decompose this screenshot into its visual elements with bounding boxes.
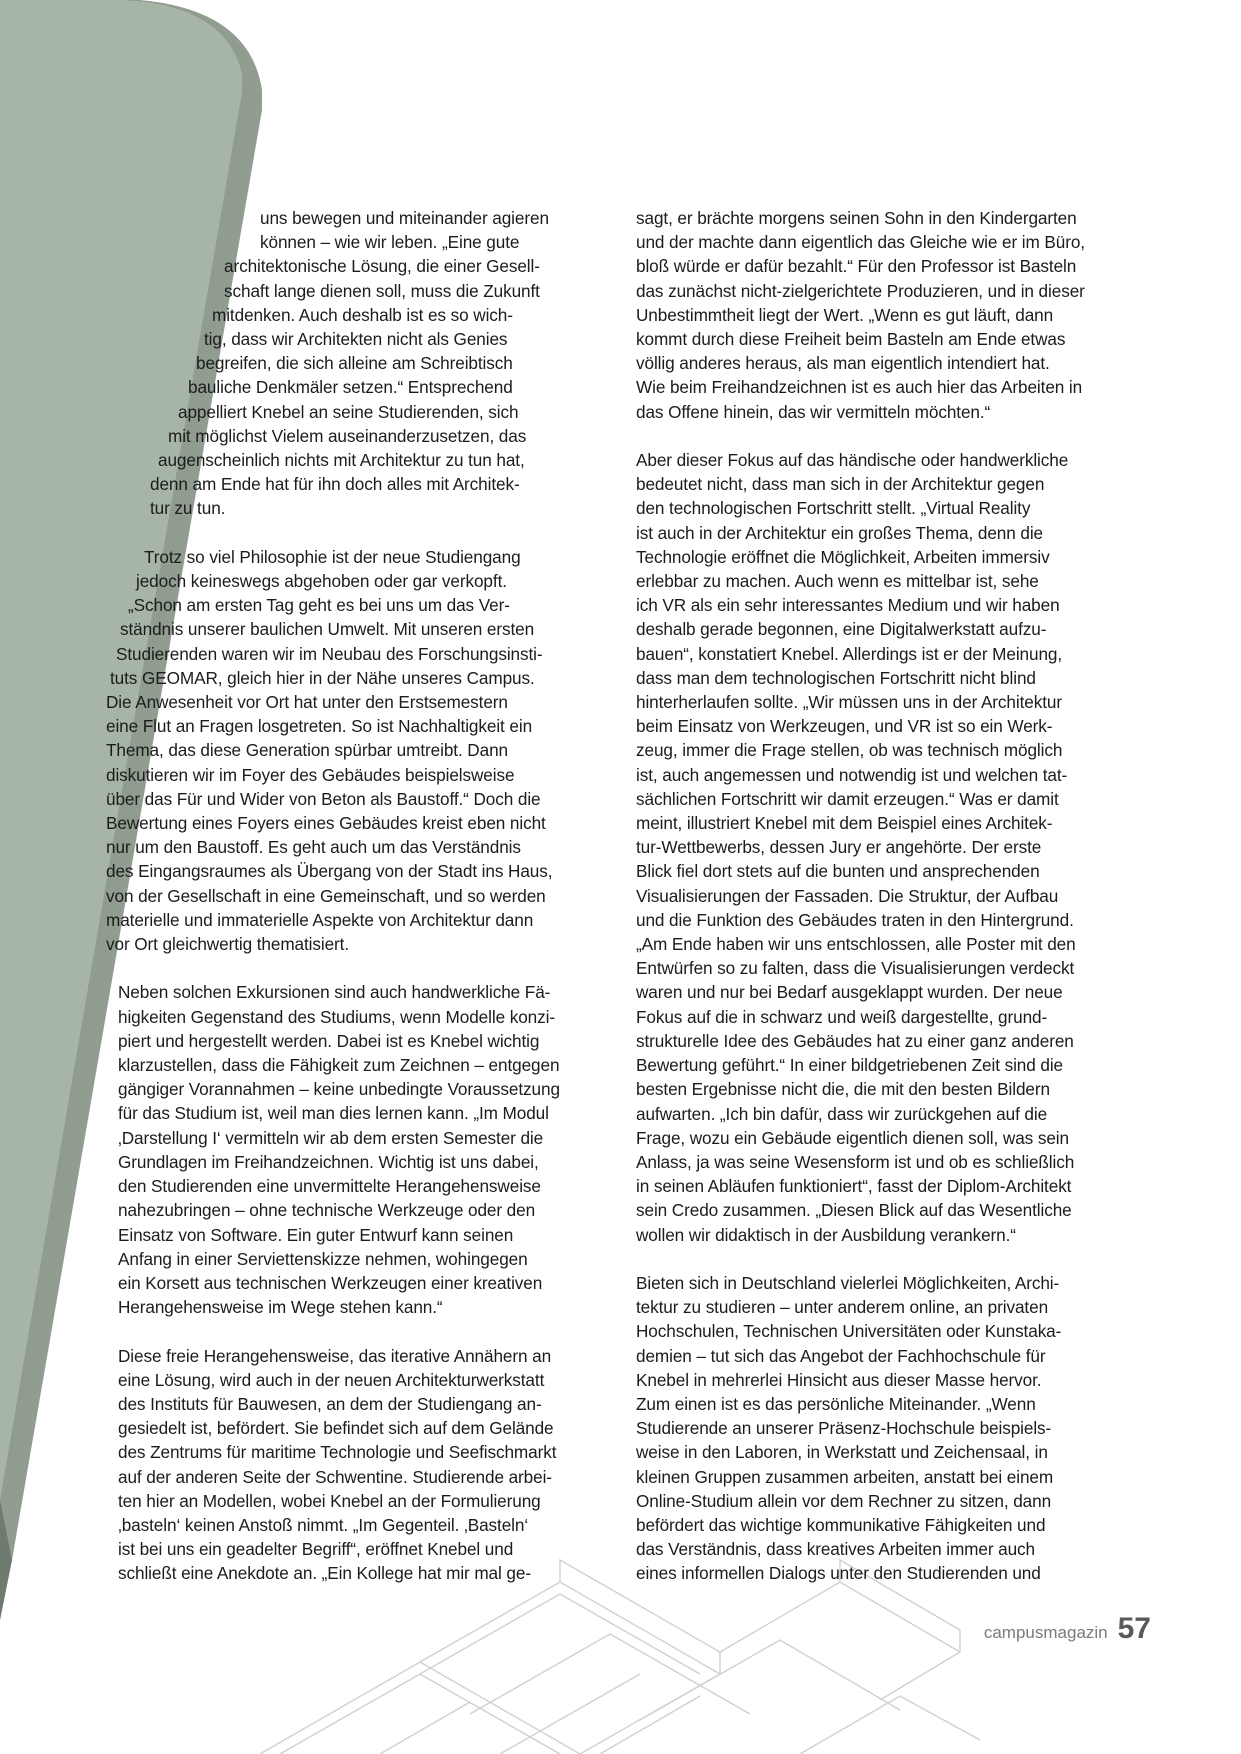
text-line: bauliche Denkmäler setzen.“ Entsprechend <box>188 377 513 398</box>
text-line: Anfang in einer Serviettenskizze nehmen, wohingegen <box>118 1248 528 1269</box>
text-line: und die Funktion des Gebäudes traten in den Hintergrund. <box>636 909 1074 930</box>
text-line: uns bewegen und miteinander agieren <box>260 208 549 228</box>
text-line: können – wie wir leben. „Eine gute <box>260 232 520 253</box>
text-line: nur um den Baustoff. Es geht auch um das Verständnis <box>106 837 521 858</box>
text-line: tig, dass wir Architekten nicht als Genies <box>204 329 508 350</box>
text-line: den Studierenden eine unvermittelte Herangehensweise <box>118 1176 541 1197</box>
text-line: des Instituts für Bauwesen, an dem der Studiengang an- <box>118 1393 542 1414</box>
page-footer <box>984 1612 1151 1646</box>
text-line: meint, illustriert Knebel mit dem Beispiel eines Architek- <box>636 813 1053 834</box>
paragraph <box>120 1344 606 1586</box>
text-line: Aber dieser Fokus auf das händische oder handwerkliche <box>636 450 1069 471</box>
text-line: das Offene hinein, das wir vermitteln möchten.“ <box>636 401 991 422</box>
text-line: mitdenken. Auch deshalb ist es so wich- <box>212 304 513 325</box>
text-line: tuts GEOMAR, gleich hier in der Nähe unseres Campus. <box>110 667 535 688</box>
text-line: sein Credo zusammen. „Diesen Blick auf das Wesentliche <box>636 1200 1072 1221</box>
paragraph <box>636 448 1126 1247</box>
text-line: Studierenden waren wir im Neubau des Forschungsinsti- <box>116 643 543 664</box>
text-line: in seinen Abläufen funktioniert“, fasst der Diplom-Architekt <box>636 1176 1072 1197</box>
text-line: Thema, das diese Generation spürbar umtreibt. Dann <box>106 740 508 761</box>
text-line: eines informellen Dialogs unter den Studierenden und <box>636 1563 1041 1584</box>
text-line: Visualisierungen der Fassaden. Die Struktur, der Aufbau <box>636 885 1059 906</box>
text-line: piert und hergestellt werden. Dabei ist es Knebel wichtig <box>118 1030 540 1051</box>
text-line: kleinen Gruppen zusammen arbeiten, anstatt bei einem <box>636 1466 1054 1487</box>
text-line: auf der anderen Seite der Schwentine. Studierende arbei- <box>118 1466 552 1487</box>
page-number: 57 <box>1117 1612 1151 1645</box>
paragraph <box>636 206 1126 424</box>
text-line: architektonische Lösung, die einer Gesell- <box>224 256 540 277</box>
text-line: ist bei uns ein geadelter Begriff“, eröffnet Knebel und <box>118 1539 514 1560</box>
text-line: Herangehensweise im Wege stehen kann.“ <box>118 1297 443 1318</box>
text-line: bauen“, konstatiert Knebel. Allerdings ist er der Meinung, <box>636 643 1063 664</box>
text-line: „Schon am ersten Tag geht es bei uns um das Ver- <box>128 595 510 616</box>
text-line: appelliert Knebel an seine Studierenden, sich <box>178 401 519 422</box>
text-line: Die Anwesenheit vor Ort hat unter den Erstsemestern <box>106 692 508 713</box>
text-line: ‚Darstellung I‘ vermitteln wir ab dem ersten Semester die <box>118 1127 544 1148</box>
text-line: waren und nur bei Bedarf ausgeklappt wurden. Der neue <box>636 982 1063 1003</box>
text-line: schließt eine Anekdote an. „Ein Kollege hat mir mal ge- <box>118 1563 531 1584</box>
text-line: ist, auch angemessen und notwendig ist und welchen tat- <box>636 764 1068 785</box>
text-line: Studierende an unserer Präsenz-Hochschule beispiels- <box>636 1418 1052 1439</box>
text-line: nahezubringen – ohne technische Werkzeuge oder den <box>118 1200 536 1221</box>
text-line: vor Ort gleichwertig thematisiert. <box>106 934 350 955</box>
text-line: dass man dem technologischen Fortschritt nicht blind <box>636 667 1036 688</box>
text-line: wollen wir didaktisch in der Ausbildung verankern.“ <box>636 1224 1016 1245</box>
text-line: kommt durch diese Freiheit beim Basteln am Ende etwas <box>636 329 1066 350</box>
text-line: Trotz so viel Philosophie ist der neue Studiengang <box>144 546 521 567</box>
text-line: Bewertung geführt.“ In einer bildgetriebenen Zeit sind die <box>636 1055 1064 1076</box>
text-line: Unbestimmtheit liegt der Wert. „Wenn es gut läuft, dann <box>636 304 1054 325</box>
magazine-name: campusmagazin <box>983 1623 1108 1642</box>
text-line: Hochschulen, Technischen Universitäten oder Kunstaka- <box>636 1321 1062 1342</box>
text-line: begreifen, die sich alleine am Schreibtisch <box>196 353 513 374</box>
text-line: ein Korsett aus technischen Werkzeugen einer kreativen <box>118 1272 543 1293</box>
text-line: besten Ergebnisse nicht die, die mit den besten Bildern <box>636 1079 1050 1100</box>
text-line: Bieten sich in Deutschland vielerlei Möglichkeiten, Archi- <box>636 1272 1060 1293</box>
text-line: Entwürfen so zu falten, dass die Visualisierungen verdeckt <box>636 958 1075 979</box>
text-line: ‚basteln‘ keinen Anstoß nimmt. „Im Gegenteil. ‚Basteln‘ <box>118 1514 529 1535</box>
text-line: eine Flut an Fragen losgetreten. So ist Nachhaltigkeit ein <box>106 716 533 737</box>
text-line: ten hier an Modellen, wobei Knebel an der Formulierung <box>118 1490 541 1511</box>
text-line: deshalb gerade begonnen, eine Digitalwerkstatt aufzu- <box>636 619 1047 640</box>
text-line: das Verständnis, dass kreatives Arbeiten immer auch <box>636 1539 1036 1560</box>
text-line: tektur zu studieren – unter anderem online, an privaten <box>636 1297 1049 1318</box>
text-line: gängiger Vorannahmen – keine unbedingte Voraussetzung <box>118 1079 560 1100</box>
text-line: jedoch keineswegs abgehoben oder gar verkopft. <box>136 571 507 592</box>
text-line: Online-Studium allein vor dem Rechner zu sitzen, dann <box>636 1490 1052 1511</box>
text-line: mit möglichst Vielem auseinanderzusetzen, das <box>168 425 527 446</box>
text-line: hinterherlaufen sollte. „Wir müssen uns in der Architektur <box>636 692 1062 713</box>
text-line: schaft lange dienen soll, muss die Zukunft <box>224 280 540 301</box>
text-line: für das Studium ist, weil man dies lernen kann. „Im Modul <box>118 1103 549 1124</box>
text-line: sagt, er brächte morgens seinen Sohn in den Kindergarten <box>636 208 1077 228</box>
text-line: Grundlagen im Freihandzeichnen. Wichtig ist uns dabei, <box>118 1151 539 1172</box>
text-line: augenscheinlich nichts mit Architektur zu tun hat, <box>158 450 525 471</box>
text-line: ich VR als ein sehr interessantes Medium und wir haben <box>636 595 1060 616</box>
text-line: sächlichen Fortschritt wir damit erzeugen.“ Was er damit <box>636 788 1059 809</box>
text-line: von der Gesellschaft in eine Gemeinschaft, und so werden <box>106 885 546 906</box>
text-line: befördert das wichtige kommunikative Fähigkeiten und <box>636 1514 1046 1535</box>
text-line: „Am Ende haben wir uns entschlossen, alle Poster mit den <box>636 934 1076 955</box>
text-line: das zunächst nicht-zielgerichtete Produzieren, und in dieser <box>636 280 1085 301</box>
text-line: zeug, immer die Frage stellen, ob was technisch möglich <box>636 740 1063 761</box>
text-line: erlebbar zu machen. Auch wenn es mittelbar ist, sehe <box>636 571 1039 592</box>
text-line: ständnis unserer baulichen Umwelt. Mit unseren ersten <box>120 619 535 640</box>
text-line: materielle und immaterielle Aspekte von Architektur dann <box>106 909 534 930</box>
text-line: eine Lösung, wird auch in der neuen Architekturwerkstatt <box>118 1369 545 1390</box>
text-line: über das Für und Wider von Beton als Baustoff.“ Doch die <box>106 788 541 809</box>
text-line: Einsatz von Software. Ein guter Entwurf kann seinen <box>118 1224 514 1245</box>
paragraph <box>120 980 606 1319</box>
text-line: Zum einen ist es das persönliche Miteinander. „Wenn <box>636 1393 1036 1414</box>
text-line: strukturelle Idee des Gebäudes hat zu einer ganz anderen <box>636 1030 1074 1051</box>
text-line: Neben solchen Exkursionen sind auch handwerkliche Fä- <box>118 982 551 1003</box>
text-line: denn am Ende hat für ihn doch alles mit Architek- <box>150 474 520 495</box>
text-line: des Eingangsraumes als Übergang von der Stadt ins Haus, <box>106 861 553 882</box>
text-line: Frage, wozu ein Gebäude eigentlich dienen soll, was sein <box>636 1127 1069 1148</box>
text-line: aufwarten. „Ich bin dafür, dass wir zurückgehen auf die <box>636 1103 1048 1124</box>
text-line: Blick fiel dort stets auf die bunten und ansprechenden <box>636 861 1040 882</box>
text-line: Anlass, ja was seine Wesensform ist und ob es schließlich <box>636 1151 1075 1172</box>
text-line: Fokus auf die in schwarz und weiß dargestellte, grund- <box>636 1006 1048 1027</box>
paragraph <box>106 545 606 956</box>
text-line: tur zu tun. <box>150 498 226 519</box>
text-line: Diese freie Herangehensweise, das iterative Annähern an <box>118 1345 552 1366</box>
right-text-column <box>636 206 1126 1610</box>
text-line: und der machte dann eigentlich das Gleiche wie er im Büro, <box>636 232 1085 253</box>
text-line: beim Einsatz von Werkzeugen, und VR ist so ein Werk- <box>636 716 1053 737</box>
paragraph <box>636 1271 1126 1586</box>
paragraph <box>120 206 606 521</box>
text-line: Technologie eröffnet die Möglichkeit, Arbeiten immersiv <box>636 546 1050 567</box>
text-line: klarzustellen, dass die Fähigkeit zum Zeichnen – entgegen <box>118 1055 560 1076</box>
text-line: tur-Wettbewerbs, dessen Jury er angehörte. Der erste <box>636 837 1042 858</box>
text-line: Bewertung eines Foyers eines Gebäudes kreist eben nicht <box>106 813 546 834</box>
text-line: Knebel in mehrerlei Hinsicht aus dieser Masse hervor. <box>636 1369 1042 1390</box>
text-line: den technologischen Fortschritt stellt. „Virtual Reality <box>636 498 1031 519</box>
text-line: bloß würde er dafür bezahlt.“ Für den Professor ist Basteln <box>636 256 1077 277</box>
text-line: Wie beim Freihandzeichnen ist es auch hier das Arbeiten in <box>636 377 1083 398</box>
text-line: higkeiten Gegenstand des Studiums, wenn Modelle konzi- <box>118 1006 555 1027</box>
text-line: gesiedelt ist, befördert. Sie befindet sich auf dem Gelände <box>118 1418 554 1439</box>
text-line: demien – tut sich das Angebot der Fachhochschule für <box>636 1345 1046 1366</box>
text-line: bedeutet nicht, dass man sich in der Architektur gegen <box>636 474 1045 495</box>
text-line: weise in den Laboren, in Werkstatt und Zeichensaal, in <box>636 1442 1048 1463</box>
text-line: des Zentrums für maritime Technologie und Seefischmarkt <box>118 1442 557 1463</box>
text-line: völlig anderes heraus, als man eigentlich intendiert hat. <box>636 353 1050 374</box>
left-text-column <box>106 206 606 1610</box>
text-line: diskutieren wir im Foyer des Gebäudes beispielsweise <box>106 764 515 785</box>
text-line: ist auch in der Architektur ein großes Thema, denn die <box>636 522 1044 543</box>
